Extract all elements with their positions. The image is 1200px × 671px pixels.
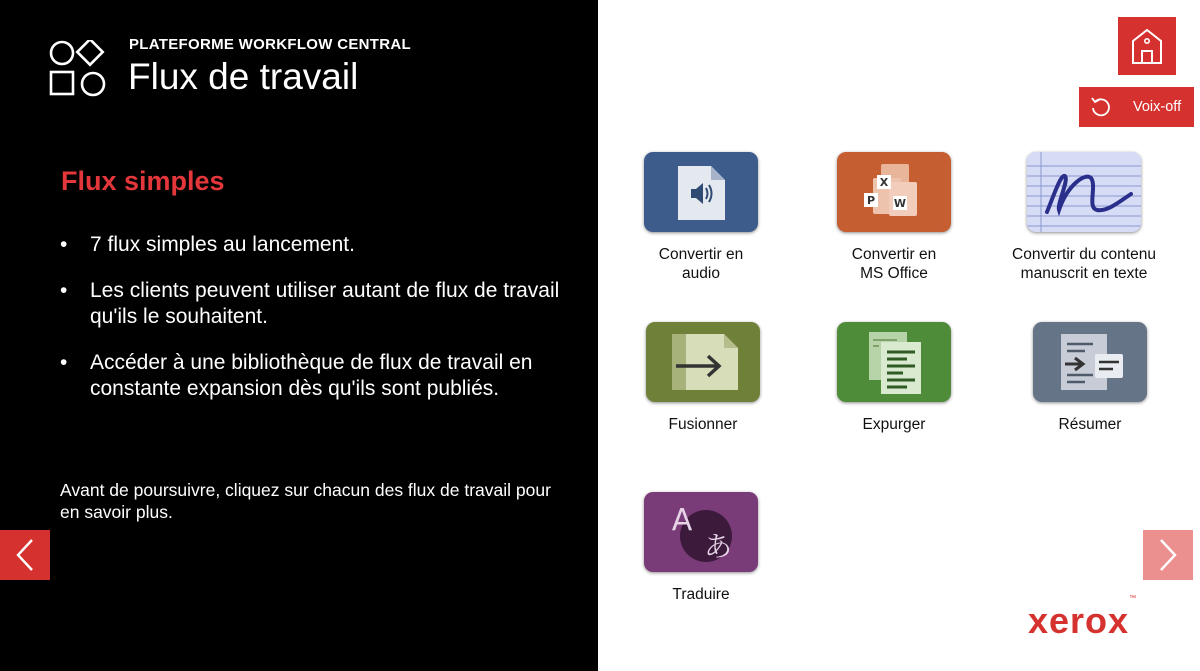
previous-button[interactable] xyxy=(0,530,50,580)
workflow-label: Résumer xyxy=(1058,416,1122,433)
svg-text:P: P xyxy=(866,194,876,207)
svg-text:あ: あ xyxy=(703,530,733,563)
workflow-tile-audio[interactable] xyxy=(611,152,791,283)
summarize-icon xyxy=(1033,322,1147,402)
next-button[interactable] xyxy=(1143,530,1193,580)
instruction-note: Avant de poursuivre, cliquez sur chacun des flux de travail pour en savoir plus. xyxy=(60,480,551,522)
handwriting-icon xyxy=(1027,152,1141,232)
merge-icon xyxy=(646,322,760,402)
ms-office-icon xyxy=(837,152,951,232)
svg-text:W: W xyxy=(893,197,907,210)
logo-text: xerox xyxy=(1028,600,1130,641)
chevron-right-icon xyxy=(1157,538,1179,572)
workflow-tile-translate[interactable] xyxy=(611,492,791,604)
workflow-label: Convertir en audio xyxy=(658,246,744,282)
section-title: Flux simples xyxy=(61,166,225,196)
bullet-item: • 7 flux simples au lancement. xyxy=(60,232,580,258)
workflow-label: Traduire xyxy=(672,586,730,603)
platform-eyebrow: PLATEFORME WORKFLOW CENTRAL xyxy=(129,36,411,53)
workflow-shapes-icon xyxy=(49,40,107,98)
audio-document-icon xyxy=(644,152,758,232)
voice-over-button[interactable] xyxy=(1079,87,1194,127)
xerox-logo xyxy=(1028,595,1137,642)
replay-icon xyxy=(1089,95,1113,119)
workflow-tile-redact[interactable] xyxy=(804,322,984,434)
workflow-tile-handwriting[interactable] xyxy=(994,152,1174,283)
bullet-item: • Les clients peuvent utiliser autant de flux de travail qu'ils le souhaitent. xyxy=(60,278,580,330)
page-title: Flux de travail xyxy=(128,56,359,97)
home-button[interactable] xyxy=(1118,17,1176,75)
redact-icon xyxy=(837,322,951,402)
trademark-mark: ™ xyxy=(1129,595,1137,602)
intro-panel xyxy=(0,0,598,671)
home-icon xyxy=(1130,27,1164,65)
voice-over-label: Voix-off xyxy=(1133,99,1182,115)
bullet-item: • Accéder à une bibliothèque de flux de travail en constante expansion dès qu'ils sont publiés. xyxy=(60,350,580,402)
workflow-tile-ms-office[interactable] xyxy=(804,152,984,283)
workflow-label: Expurger xyxy=(862,416,926,433)
chevron-left-icon xyxy=(14,538,36,572)
workflow-label: Convertir en MS Office xyxy=(851,246,937,282)
translate-icon xyxy=(644,492,758,572)
workflow-label: Convertir du contenu manuscrit en texte xyxy=(1012,246,1156,282)
bullet-list xyxy=(60,232,580,422)
workflow-label: Fusionner xyxy=(668,416,738,433)
workflow-tile-summarize[interactable] xyxy=(1000,322,1180,434)
workflow-tile-merge[interactable] xyxy=(613,322,793,434)
svg-text:A: A xyxy=(671,503,693,538)
svg-text:X: X xyxy=(879,176,889,189)
